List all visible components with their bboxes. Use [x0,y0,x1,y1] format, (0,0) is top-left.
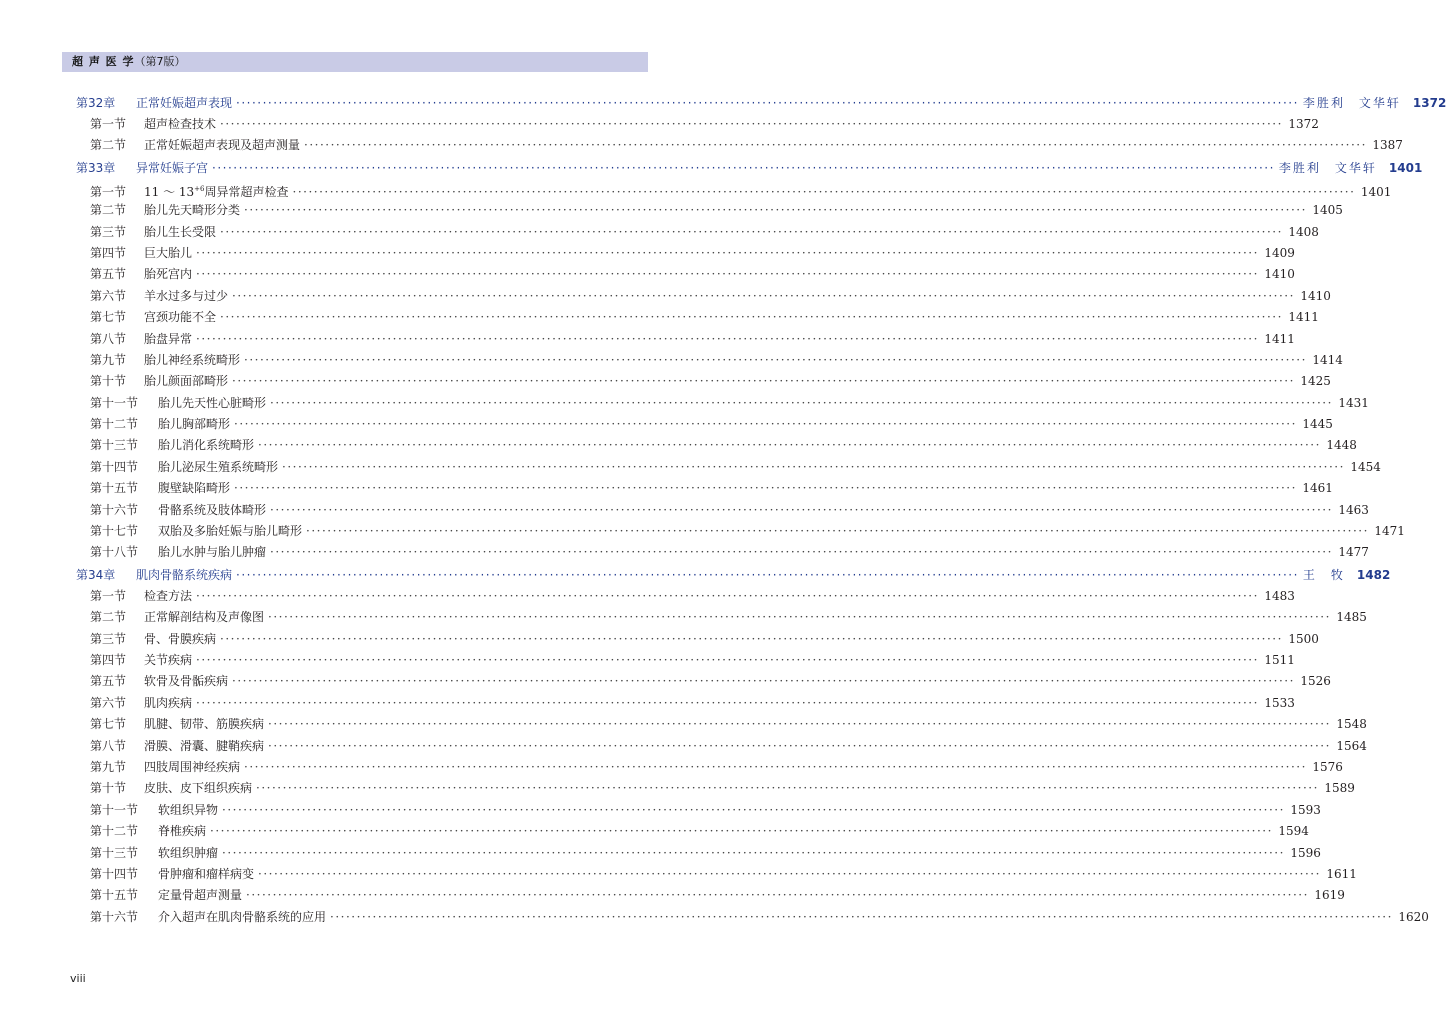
section-title [158,885,242,906]
section-title-text: 周异常超声检查 [204,184,289,199]
section-entry[interactable] [76,135,1403,156]
section-label: 第十三节 [90,845,139,860]
section-label: 第九节 [90,352,127,367]
chapter-entry[interactable] [76,157,1423,179]
section-entry[interactable] [76,885,1345,906]
section-entry[interactable] [76,329,1295,350]
section-page: 1445 [1302,417,1333,432]
section-entry[interactable] [76,821,1309,842]
section-title-text: 胎儿胸部畸形 [158,417,231,432]
section-title [158,800,218,821]
section-page: 1463 [1338,502,1369,517]
section-title-text: 肌腱、韧带、筋膜疾病 [144,717,265,732]
section-title [144,778,252,799]
section-page: 1620 [1398,909,1429,924]
section-entry[interactable] [76,264,1295,285]
section-label: 第七节 [90,310,127,325]
section-page: 1411 [1288,310,1319,325]
section-title [144,693,192,714]
chapter-page: 1401 [1388,160,1423,175]
dot-leader: ········································································································································································································ [222,845,1285,860]
section-entry[interactable] [76,179,1392,200]
chapter-page: 1482 [1356,567,1391,582]
dot-leader: ········································································································································································································ [232,288,1295,303]
section-entry[interactable] [76,500,1369,521]
section-entry[interactable] [76,114,1319,135]
section-page: 1405 [1312,203,1343,218]
section-title-text: 四肢周围神经疾病 [144,759,241,774]
section-page: 1409 [1264,245,1295,260]
section-title [144,671,228,692]
section-entry[interactable] [76,800,1321,821]
section-page: 1533 [1264,695,1295,710]
section-title-text: 胎儿先天性心脏畸形 [158,395,267,410]
section-label: 第五节 [90,267,127,282]
section-entry[interactable] [76,843,1321,864]
section-entry[interactable] [76,200,1343,221]
section-page: 1526 [1300,674,1331,689]
section-label: 第十一节 [90,395,139,410]
section-title-text: 巨大胎儿 [144,245,193,260]
dot-leader: ········································································································································································································ [196,267,1259,282]
section-title [144,222,216,243]
chapter-entry[interactable] [76,92,1446,114]
section-label: 第十七节 [90,524,139,539]
dot-leader: ········································································································································································································ [268,717,1331,732]
dot-leader: ········································································································································································································ [236,567,1299,582]
section-title [144,135,300,156]
section-page: 1410 [1264,267,1295,282]
section-title [158,414,230,435]
chapter-authors: 王 牧 [1302,567,1345,582]
dot-leader: ········································································································································································································ [244,203,1307,218]
section-title-text: 胎儿先天畸形分类 [144,203,241,218]
section-entry[interactable] [76,243,1295,264]
section-label: 第十一节 [90,802,139,817]
section-entry[interactable] [76,435,1357,456]
section-title [144,264,192,285]
section-entry[interactable] [76,778,1355,799]
dot-leader: ········································································································································································································ [222,802,1285,817]
dot-leader: ········································································································································································································ [258,438,1321,453]
section-label: 第六节 [90,695,127,710]
section-label: 第一节 [90,117,127,131]
section-page: 1431 [1338,395,1369,410]
section-title-text: 胎儿神经系统畸形 [144,352,241,367]
section-page: 1414 [1312,352,1343,367]
section-entry[interactable] [76,693,1295,714]
section-title-text: 胎儿颜面部畸形 [144,374,229,389]
section-label: 第十八节 [90,545,139,560]
section-title-superscript: +6 [194,184,205,193]
section-title [144,736,264,757]
section-title [158,843,218,864]
section-entry[interactable] [76,757,1343,778]
section-entry[interactable] [76,414,1333,435]
section-entry[interactable] [76,393,1369,414]
section-label: 第三节 [90,224,127,239]
section-page: 1564 [1336,738,1367,753]
section-page: 1611 [1326,866,1357,881]
dot-leader: ········································································································································································································ [220,117,1283,131]
section-entry[interactable] [76,650,1295,671]
section-title [158,864,254,885]
section-title-text: 腹壁缺陷畸形 [158,481,231,496]
dot-leader: ········································································································································································································ [196,652,1259,667]
section-title [158,457,278,478]
section-title-text: 皮肤、皮下组织疾病 [144,781,253,796]
section-page: 1483 [1264,588,1295,603]
section-page: 1596 [1290,845,1321,860]
section-entry[interactable] [76,521,1405,542]
section-page: 1448 [1326,438,1357,453]
section-page: 1425 [1300,374,1331,389]
dot-leader: ········································································································································································································ [270,545,1333,560]
section-page: 1589 [1324,781,1355,796]
chapter-label: 第33章 [76,160,116,175]
section-title-prefix: 11 ～ 13 [144,184,195,199]
dot-leader: ········································································································································································································ [270,502,1333,517]
section-title-text: 胎儿生长受限 [144,224,217,239]
section-entry[interactable] [76,586,1295,607]
section-label: 第十二节 [90,417,139,432]
section-page: 1387 [1372,138,1403,153]
section-entry[interactable] [76,307,1319,328]
section-title-text: 骨骼系统及肢体畸形 [158,502,267,517]
section-label: 第十五节 [90,888,139,903]
dot-leader: ········································································································································································································ [234,417,1297,432]
section-title-text: 脊椎疾病 [158,824,207,839]
dot-leader: ········································································································································································································ [304,138,1367,153]
section-entry[interactable] [76,222,1319,243]
section-page: 1593 [1290,802,1321,817]
section-entry[interactable] [76,478,1333,499]
dot-leader: ········································································································································································································ [244,759,1307,774]
dot-leader: ········································································································································································································ [232,374,1295,389]
section-label: 第十六节 [90,502,139,517]
chapter-entry[interactable] [76,564,1391,586]
section-entry[interactable] [76,671,1331,692]
section-label: 第十三节 [90,438,139,453]
section-page: 1410 [1300,288,1331,303]
section-page: 1511 [1264,652,1295,667]
dot-leader: ········································································································································································································ [210,824,1273,839]
dot-leader: ········································································································································································································ [236,96,1299,110]
section-title [144,243,192,264]
section-page: 1401 [1360,184,1392,199]
section-entry[interactable] [76,629,1319,650]
section-label: 第十四节 [90,459,139,474]
section-title-text: 介入超声在肌肉骨骼系统的应用 [158,909,327,924]
section-title [158,435,254,456]
section-entry[interactable] [76,286,1331,307]
section-entry[interactable] [76,607,1367,628]
section-label: 第四节 [90,245,127,260]
section-page: 1477 [1338,545,1369,560]
section-label: 第十五节 [90,481,139,496]
dot-leader: ········································································································································································································ [220,631,1283,646]
section-title-text: 骨肿瘤和瘤样病变 [158,866,255,881]
section-label: 第二节 [90,138,127,153]
section-label: 第五节 [90,674,127,689]
page-number: viii [70,972,86,985]
section-label: 第九节 [90,759,127,774]
section-label: 第四节 [90,652,127,667]
section-page: 1408 [1288,224,1319,239]
section-title-text: 软骨及骨骺疾病 [144,674,229,689]
edition-label: （第7版） [134,55,186,68]
section-title [144,629,216,650]
book-title: 超 声 医 学 [72,55,135,68]
chapter-label: 第34章 [76,567,116,582]
dot-leader: ········································································································································································································ [268,738,1331,753]
section-title-text: 双胎及多胎妊娠与胎儿畸形 [158,524,303,539]
dot-leader: ········································································································································································································ [258,866,1321,881]
section-page: 1454 [1350,459,1381,474]
chapter-title: 正常妊娠超声表现 [136,96,233,110]
section-entry[interactable] [76,907,1429,928]
chapter-label: 第32章 [76,96,116,110]
section-label: 第十节 [90,781,127,796]
dot-leader: ········································································································································································································ [196,588,1259,603]
section-title [144,650,192,671]
section-entry[interactable] [76,714,1367,735]
section-label: 第七节 [90,717,127,732]
section-title-text: 胎儿泌尿生殖系统畸形 [158,459,279,474]
section-label: 第八节 [90,738,127,753]
section-entry[interactable] [76,350,1343,371]
section-label: 第十四节 [90,866,139,881]
section-title [144,586,192,607]
section-title-text: 软组织肿瘤 [158,845,219,860]
section-title [144,114,216,135]
section-page: 1411 [1264,331,1295,346]
section-title-text: 正常解剖结构及声像图 [144,610,265,625]
section-label: 第二节 [90,203,127,218]
section-title [158,500,266,521]
chapter-page: 1372 [1412,96,1446,110]
dot-leader: ········································································································································································································ [282,459,1345,474]
dot-leader: ········································································································································································································ [232,674,1295,689]
section-page: 1461 [1302,481,1333,496]
running-header [62,52,648,72]
dot-leader: ········································································································································································································ [306,524,1369,539]
section-title-text: 超声检查技术 [144,117,217,131]
dot-leader: ········································································································································································································ [196,695,1259,710]
section-page: 1372 [1288,117,1319,131]
chapter-title: 异常妊娠子宫 [136,160,209,175]
section-title [158,821,206,842]
section-title-text: 骨、骨膜疾病 [144,631,217,646]
section-label: 第十二节 [90,824,139,839]
section-label: 第二节 [90,610,127,625]
chapter-authors: 李胜利 文华轩 [1278,160,1377,175]
dot-leader: ········································································································································································································ [292,184,1356,199]
section-title [144,371,228,392]
section-title-text: 软组织异物 [158,802,219,817]
section-entry[interactable] [76,736,1367,757]
dot-leader: ········································································································································································································ [256,781,1319,796]
section-entry[interactable] [76,371,1331,392]
section-title-text: 胎儿水肿与胎儿肿瘤 [158,545,267,560]
section-title-text: 检查方法 [144,588,193,603]
section-title [158,907,326,928]
section-entry[interactable] [76,542,1369,563]
dot-leader: ········································································································································································································ [330,909,1393,924]
section-title [144,714,264,735]
section-title [144,607,264,628]
section-title-text: 胎儿消化系统畸形 [158,438,255,453]
section-title-text: 羊水过多与过少 [144,288,229,303]
section-title-text: 定量骨超声测量 [158,888,243,903]
section-label: 第三节 [90,631,127,646]
section-page: 1619 [1314,888,1345,903]
section-title [144,329,192,350]
dot-leader: ········································································································································································································ [196,245,1259,260]
section-title-text: 宫颈功能不全 [144,310,217,325]
dot-leader: ········································································································································································································ [212,160,1275,175]
section-title [144,307,216,328]
section-page: 1500 [1288,631,1319,646]
dot-leader: ········································································································································································································ [246,888,1309,903]
section-label: 第一节 [90,588,127,603]
section-title-text: 关节疾病 [144,652,193,667]
dot-leader: ········································································································································································································ [270,395,1333,410]
section-page: 1485 [1336,610,1367,625]
section-title [144,200,240,221]
section-page: 1576 [1312,759,1343,774]
section-page: 1548 [1336,717,1367,732]
section-label: 第一节 [90,184,127,199]
section-label: 第十节 [90,374,127,389]
section-entry[interactable] [76,457,1381,478]
section-title [144,350,240,371]
section-entry[interactable] [76,864,1357,885]
section-page: 1594 [1278,824,1309,839]
section-title-text: 滑膜、滑囊、腱鞘疾病 [144,738,265,753]
section-title-text: 胎盘异常 [144,331,193,346]
section-title [158,542,266,563]
section-title [144,286,228,307]
section-title [144,757,240,778]
dot-leader: ········································································································································································································ [244,352,1307,367]
chapter-authors: 李胜利 文华轩 [1302,96,1401,110]
section-title [158,478,230,499]
section-page: 1471 [1374,524,1405,539]
section-label: 第六节 [90,288,127,303]
dot-leader: ········································································································································································································ [268,610,1331,625]
section-title-text: 胎死宫内 [144,267,193,282]
dot-leader: ········································································································································································································ [234,481,1297,496]
dot-leader: ········································································································································································································ [220,310,1283,325]
section-title [158,521,302,542]
section-title-text: 正常妊娠超声表现及超声测量 [144,138,301,153]
chapter-title: 肌肉骨骼系统疾病 [136,567,233,582]
dot-leader: ········································································································································································································ [196,331,1259,346]
section-label: 第十六节 [90,909,139,924]
section-title-text: 肌肉疾病 [144,695,193,710]
table-of-contents [76,92,1446,928]
dot-leader: ········································································································································································································ [220,224,1283,239]
section-title [158,393,266,414]
section-label: 第八节 [90,331,127,346]
